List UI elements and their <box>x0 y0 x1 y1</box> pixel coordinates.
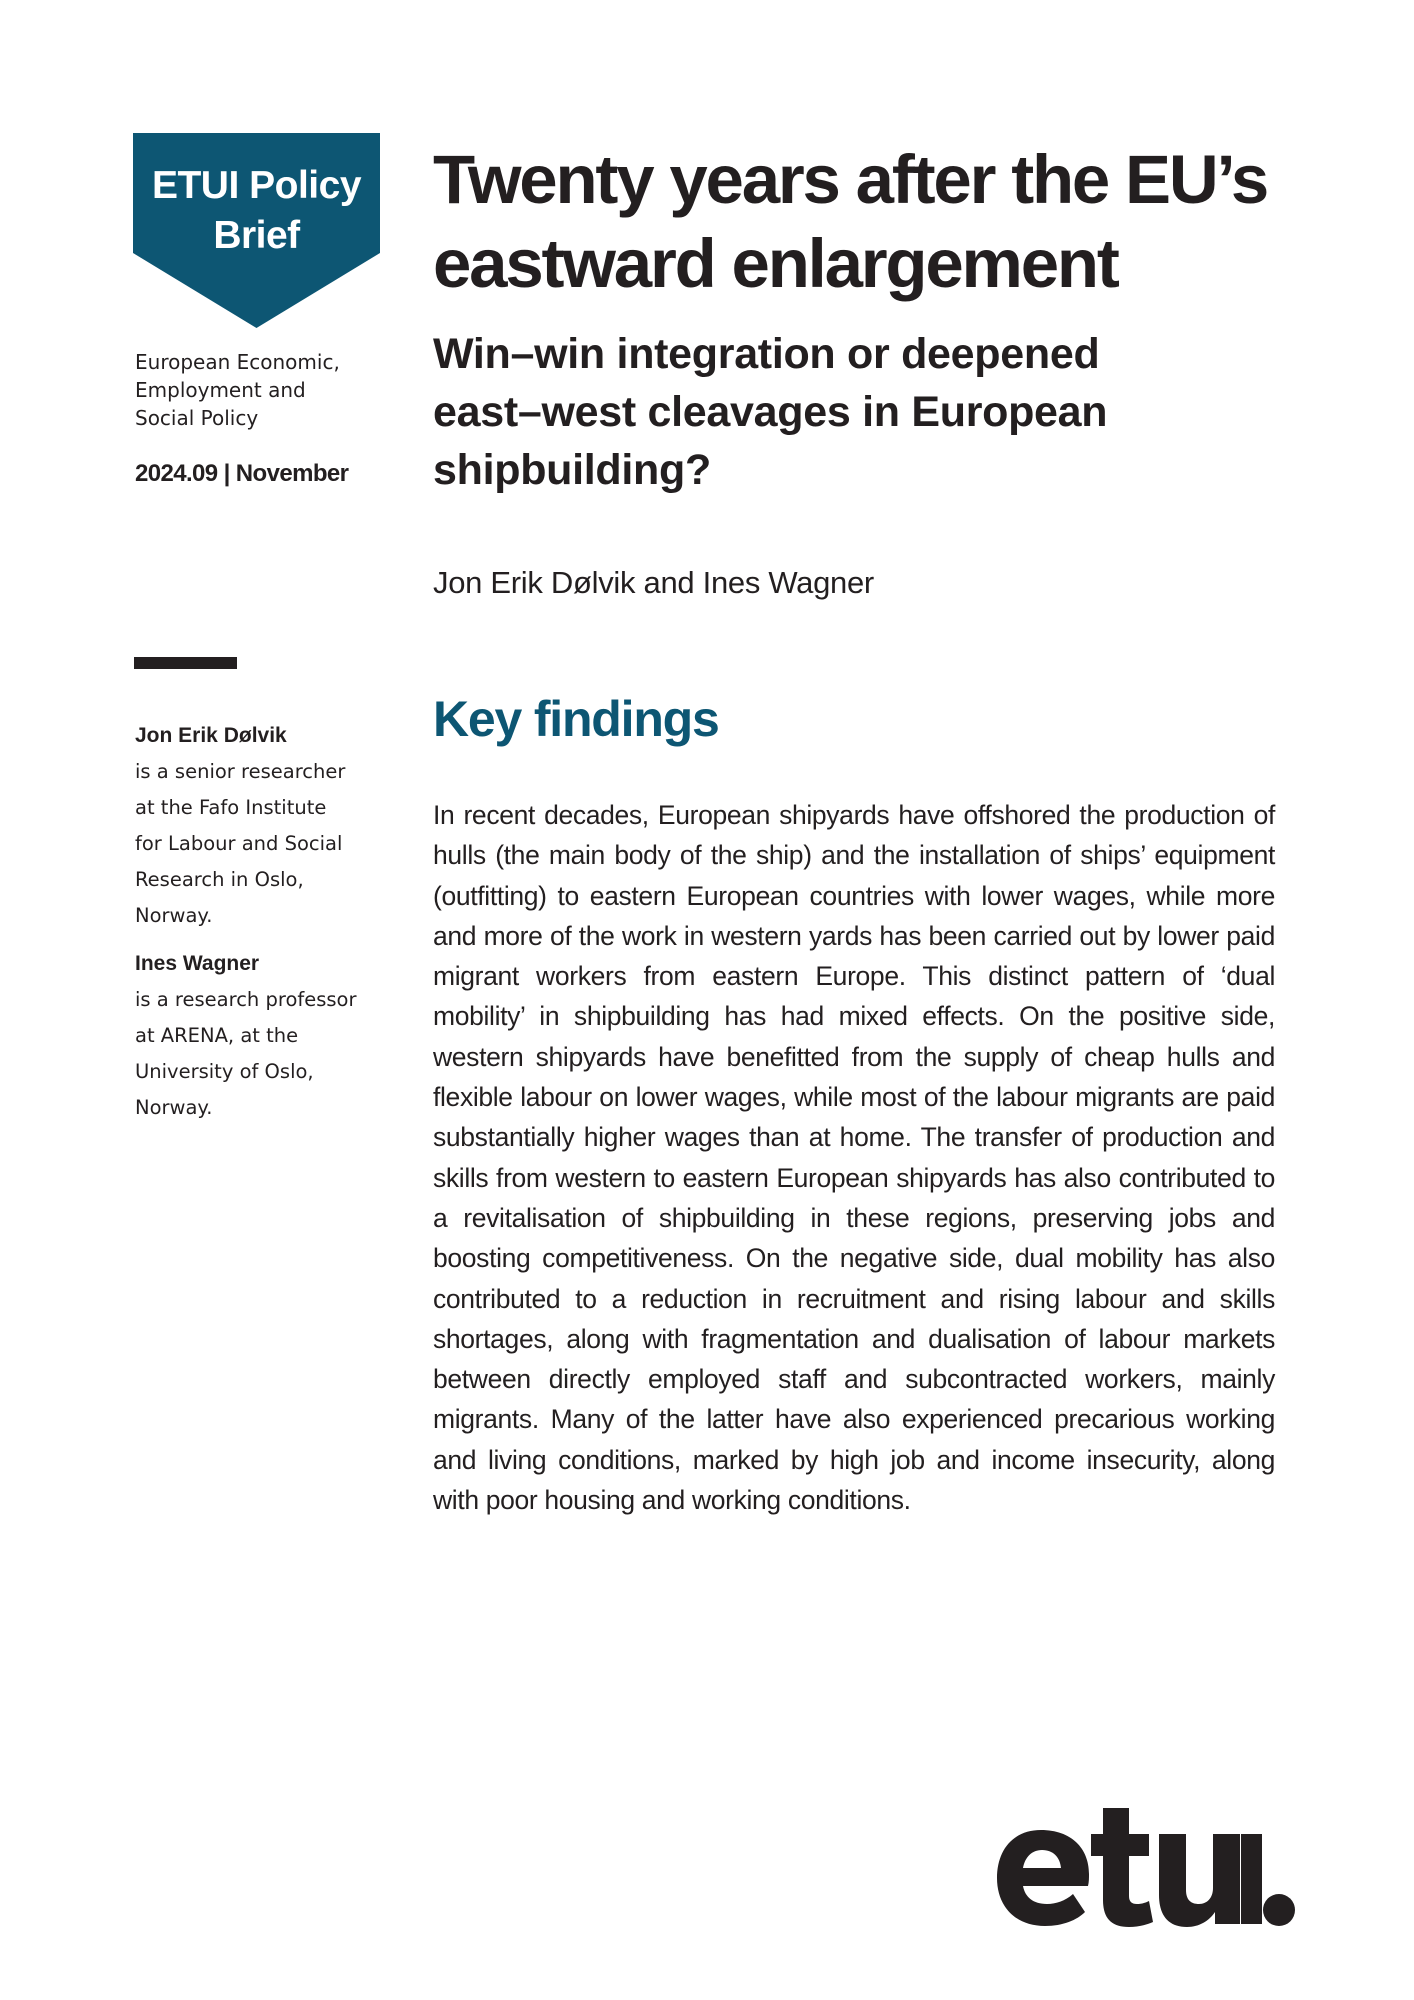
bio-line: Norway. <box>135 1096 213 1119</box>
bio-line: is a senior researcher <box>135 760 346 783</box>
author-bios <box>135 718 395 1138</box>
bio-line: Norway. <box>135 904 213 927</box>
document-subtitle <box>433 325 1193 499</box>
author-bio <box>135 718 395 934</box>
bio-line: at ARENA, at the <box>135 1024 299 1047</box>
key-findings-heading: Key findings <box>433 691 719 747</box>
badge-line-2: Brief <box>213 214 300 257</box>
divider-bar <box>134 657 237 669</box>
subtitle-line-1: Win–win integration or deepened <box>433 330 1100 378</box>
etui-logo-dot-icon <box>1261 1892 1301 1932</box>
subtitle-line-3: shipbuilding? <box>433 446 711 494</box>
etui-logo-icon <box>993 1800 1283 1930</box>
series-line-2: Employment and <box>135 378 306 402</box>
series-line-1: European Economic, <box>135 350 340 374</box>
policy-brief-badge <box>133 133 380 328</box>
author-bio <box>135 946 395 1126</box>
series-name <box>135 348 385 432</box>
etui-logo <box>993 1800 1283 1930</box>
series-line-3: Social Policy <box>135 406 259 430</box>
badge-line-1: ETUI Policy <box>151 164 362 207</box>
document-title <box>433 138 1333 306</box>
bio-line: University of Oslo, <box>135 1060 314 1083</box>
bio-author-name: Jon Erik Dølvik <box>135 724 287 747</box>
issue-number-date: 2024.09 | November <box>135 460 349 487</box>
badge-label <box>133 161 380 261</box>
key-findings-text: In recent decades, European shipyards have offshored the production of hulls (the main body of the ship) and the installation of ships’ equipment (outfitting) to eastern European countries with lower wages, while more and more of the work in western yards has been carried out by lower paid migrant workers from eastern Europe. This distinct pattern of ‘dual mobility’ in shipbuilding has had mixed effects. On the positive side, western shipyards have benefitted from the supply of cheap hulls and flexible labour on lower wages, while most of the labour migrants are paid substantially higher wages than at home. The transfer of production and skills from western to eastern European shipyards has also contributed to a revitalisation of shipbuilding in these regions, preserving jobs and boosting competitiveness. On the negative side, dual mobility has also contributed to a reduction in recruitment and rising labour and skills shortages, along with fragmentation and dualisation of labour markets between directly employed staff and subcontracted workers, mainly migrants. Many of the latter have also experienced precarious working and living conditions, marked by high job and income insecurity, along with poor housing and working conditions. <box>433 800 1275 1516</box>
subtitle-line-2: east–west cleavages in European <box>433 388 1108 436</box>
bio-line: is a research professor <box>135 988 357 1011</box>
bio-line: Research in Oslo, <box>135 868 304 891</box>
title-line-2: eastward enlargement <box>433 225 1118 302</box>
bio-author-name: Ines Wagner <box>135 952 260 975</box>
bio-line: for Labour and Social <box>135 832 343 855</box>
bio-line: at the Fafo Institute <box>135 796 327 819</box>
title-line-1: Twenty years after the EU’s <box>433 141 1268 218</box>
author-byline: Jon Erik Dølvik and Ines Wagner <box>433 565 874 600</box>
